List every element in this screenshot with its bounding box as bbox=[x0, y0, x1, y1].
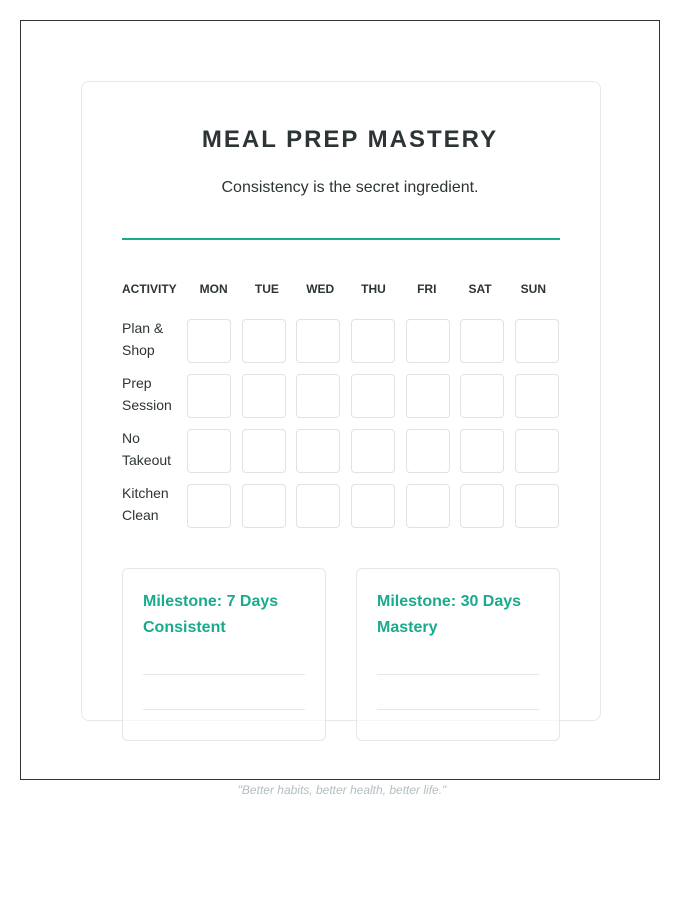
activity-label-line: Takeout bbox=[122, 452, 172, 468]
footer-quote: "Better habits, better health, better life." bbox=[237, 783, 447, 797]
day-checkboxes bbox=[187, 319, 559, 363]
milestone-card-30-days bbox=[356, 568, 560, 741]
checkbox-wed[interactable] bbox=[296, 429, 340, 473]
milestone-title-line: Milestone: 30 Days bbox=[377, 593, 522, 610]
checkbox-sat[interactable] bbox=[460, 429, 504, 473]
title-divider bbox=[122, 238, 560, 240]
page-title: MEAL PREP MASTERY bbox=[201, 126, 499, 153]
milestone-write-line[interactable] bbox=[377, 709, 539, 710]
checkbox-wed[interactable] bbox=[296, 484, 340, 528]
day-header-wed: WED bbox=[306, 282, 335, 296]
checkbox-mon[interactable] bbox=[187, 374, 231, 418]
checkbox-sat[interactable] bbox=[460, 374, 504, 418]
day-checkboxes bbox=[187, 374, 559, 418]
checkbox-tue[interactable] bbox=[242, 319, 286, 363]
activity-row-prep-session bbox=[122, 374, 560, 429]
checkbox-fri[interactable] bbox=[406, 429, 450, 473]
activity-label-line: Shop bbox=[122, 342, 155, 358]
day-header-fri: FRI bbox=[417, 282, 437, 296]
grid-header-row bbox=[122, 280, 560, 298]
day-header-sun: SUN bbox=[520, 282, 546, 296]
habit-tracker-grid bbox=[122, 280, 560, 539]
milestone-title-line: Milestone: 7 Days bbox=[143, 593, 279, 610]
checkbox-thu[interactable] bbox=[351, 484, 395, 528]
checkbox-tue[interactable] bbox=[242, 374, 286, 418]
checkbox-wed[interactable] bbox=[296, 319, 340, 363]
day-header-tue: TUE bbox=[254, 282, 279, 296]
day-checkboxes bbox=[187, 484, 559, 528]
checkbox-mon[interactable] bbox=[187, 319, 231, 363]
checkbox-sun[interactable] bbox=[515, 429, 559, 473]
checkbox-fri[interactable] bbox=[406, 374, 450, 418]
checkbox-sun[interactable] bbox=[515, 374, 559, 418]
milestone-title-line: Mastery bbox=[377, 619, 438, 636]
activity-label-line: Clean bbox=[122, 507, 159, 523]
checkbox-fri[interactable] bbox=[406, 484, 450, 528]
checkbox-wed[interactable] bbox=[296, 374, 340, 418]
day-checkboxes bbox=[187, 429, 559, 473]
milestone-write-line[interactable] bbox=[143, 709, 305, 710]
activity-row-plan-shop bbox=[122, 319, 560, 374]
milestone-title-line: Consistent bbox=[143, 619, 226, 636]
checkbox-mon[interactable] bbox=[187, 484, 231, 528]
milestone-write-line[interactable] bbox=[377, 674, 539, 675]
activity-label bbox=[122, 317, 187, 361]
milestone-write-line[interactable] bbox=[143, 674, 305, 675]
checkbox-fri[interactable] bbox=[406, 319, 450, 363]
activity-label bbox=[122, 427, 187, 471]
activity-label bbox=[122, 482, 187, 526]
milestone-card-7-days bbox=[122, 568, 326, 741]
checkbox-thu[interactable] bbox=[351, 319, 395, 363]
day-header-mon: MON bbox=[199, 282, 228, 296]
activity-label bbox=[122, 372, 187, 416]
activity-row-kitchen-clean bbox=[122, 484, 560, 539]
checkbox-sun[interactable] bbox=[515, 319, 559, 363]
activity-column-header: ACTIVITY bbox=[122, 282, 177, 296]
checkbox-mon[interactable] bbox=[187, 429, 231, 473]
checkbox-tue[interactable] bbox=[242, 484, 286, 528]
activity-row-no-takeout bbox=[122, 429, 560, 484]
checkbox-sat[interactable] bbox=[460, 484, 504, 528]
activity-label-line: Kitchen bbox=[122, 485, 169, 501]
checkbox-sun[interactable] bbox=[515, 484, 559, 528]
checkbox-thu[interactable] bbox=[351, 429, 395, 473]
checkbox-tue[interactable] bbox=[242, 429, 286, 473]
milestone-title bbox=[143, 589, 313, 641]
activity-label-line: No bbox=[122, 430, 140, 446]
activity-label-line: Prep bbox=[122, 375, 152, 391]
milestone-title bbox=[377, 589, 547, 641]
day-header-sat: SAT bbox=[468, 282, 492, 296]
checkbox-thu[interactable] bbox=[351, 374, 395, 418]
activity-label-line: Session bbox=[122, 397, 172, 413]
activity-label-line: Plan & bbox=[122, 320, 164, 336]
day-header-thu: THU bbox=[361, 282, 386, 296]
checkbox-sat[interactable] bbox=[460, 319, 504, 363]
page-subtitle: Consistency is the secret ingredient. bbox=[221, 179, 479, 196]
